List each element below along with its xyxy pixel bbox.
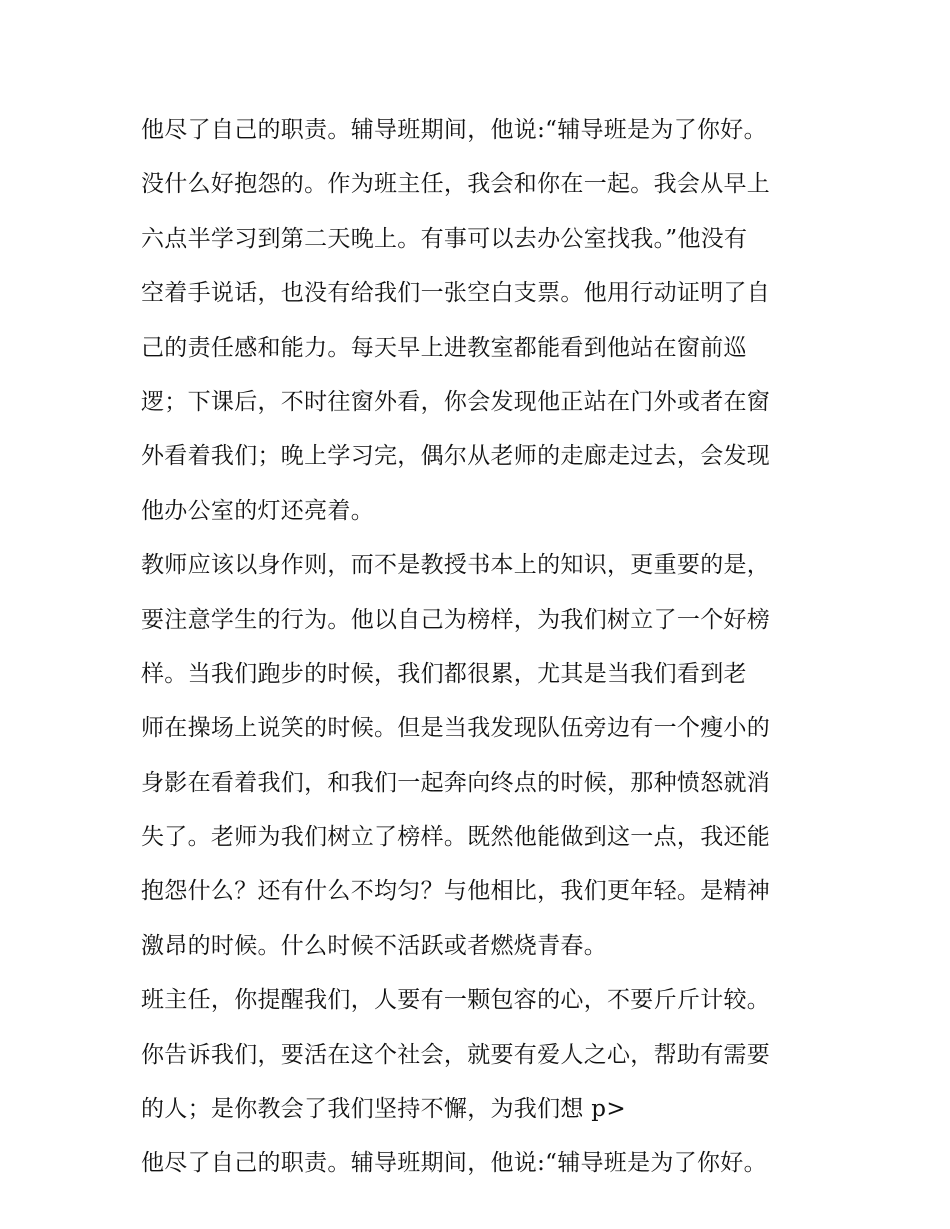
text-line: 班主任，你提醒我们，人要有一颗包容的心，不要斤斤计较。 — [141, 987, 771, 1014]
text-line: 要注意学生的行为。他以自己为榜样，为我们树立了一个好榜 — [141, 606, 771, 633]
document-body — [141, 103, 821, 1191]
text-line: 逻；下课后，不时往窗外看，你会发现他正站在门外或者在窗 — [141, 388, 771, 415]
text-line: 教师应该以身作则，而不是教授书本上的知识，更重要的是， — [141, 552, 771, 579]
text-line: 激昂的时候。什么时候不活跃或者燃烧青春。 — [141, 932, 607, 959]
text-line: 他尽了自己的职责。辅导班期间，他说:“辅导班是为了你好。 — [141, 1150, 767, 1177]
text-line: 抱怨什么？还有什么不均匀？与他相比，我们更年轻。是精神 — [141, 878, 771, 905]
text-line: 他尽了自己的职责。辅导班期间，他说:“辅导班是为了你好。 — [141, 117, 767, 143]
text-line: 你告诉我们，要活在这个社会，就要有爱人之心，帮助有需要 — [141, 1041, 771, 1068]
text-line: 空着手说话，也没有给我们一张空白支票。他用行动证明了自 — [141, 280, 771, 307]
text-line: 己的责任感和能力。每天早上进教室都能看到他站在窗前巡 — [141, 334, 747, 361]
text-line: 他办公室的灯还亮着。 — [141, 497, 374, 524]
text-line: 外看着我们；晚上学习完，偶尔从老师的走廊走过去，会发现 — [141, 443, 771, 470]
text-line: 样。当我们跑步的时候，我们都很累，尤其是当我们看到老 — [141, 660, 747, 687]
text-line: 六点半学习到第二天晚上。有事可以去办公室找我。”他没有 — [141, 225, 748, 252]
text-line: 失了。老师为我们树立了榜样。既然他能做到这一点，我还能 — [141, 824, 771, 851]
text-line: 师在操场上说笑的时候。但是当我发现队伍旁边有一个瘦小的 — [141, 715, 771, 742]
text-line: 没什么好抱怨的。作为班主任，我会和你在一起。我会从早上 — [141, 171, 771, 198]
text-line: 的人；是你教会了我们坚持不懈，为我们想 p> — [141, 1096, 626, 1123]
text-line: 身影在看着我们，和我们一起奔向终点的时候，那种愤怒就消 — [141, 769, 771, 796]
